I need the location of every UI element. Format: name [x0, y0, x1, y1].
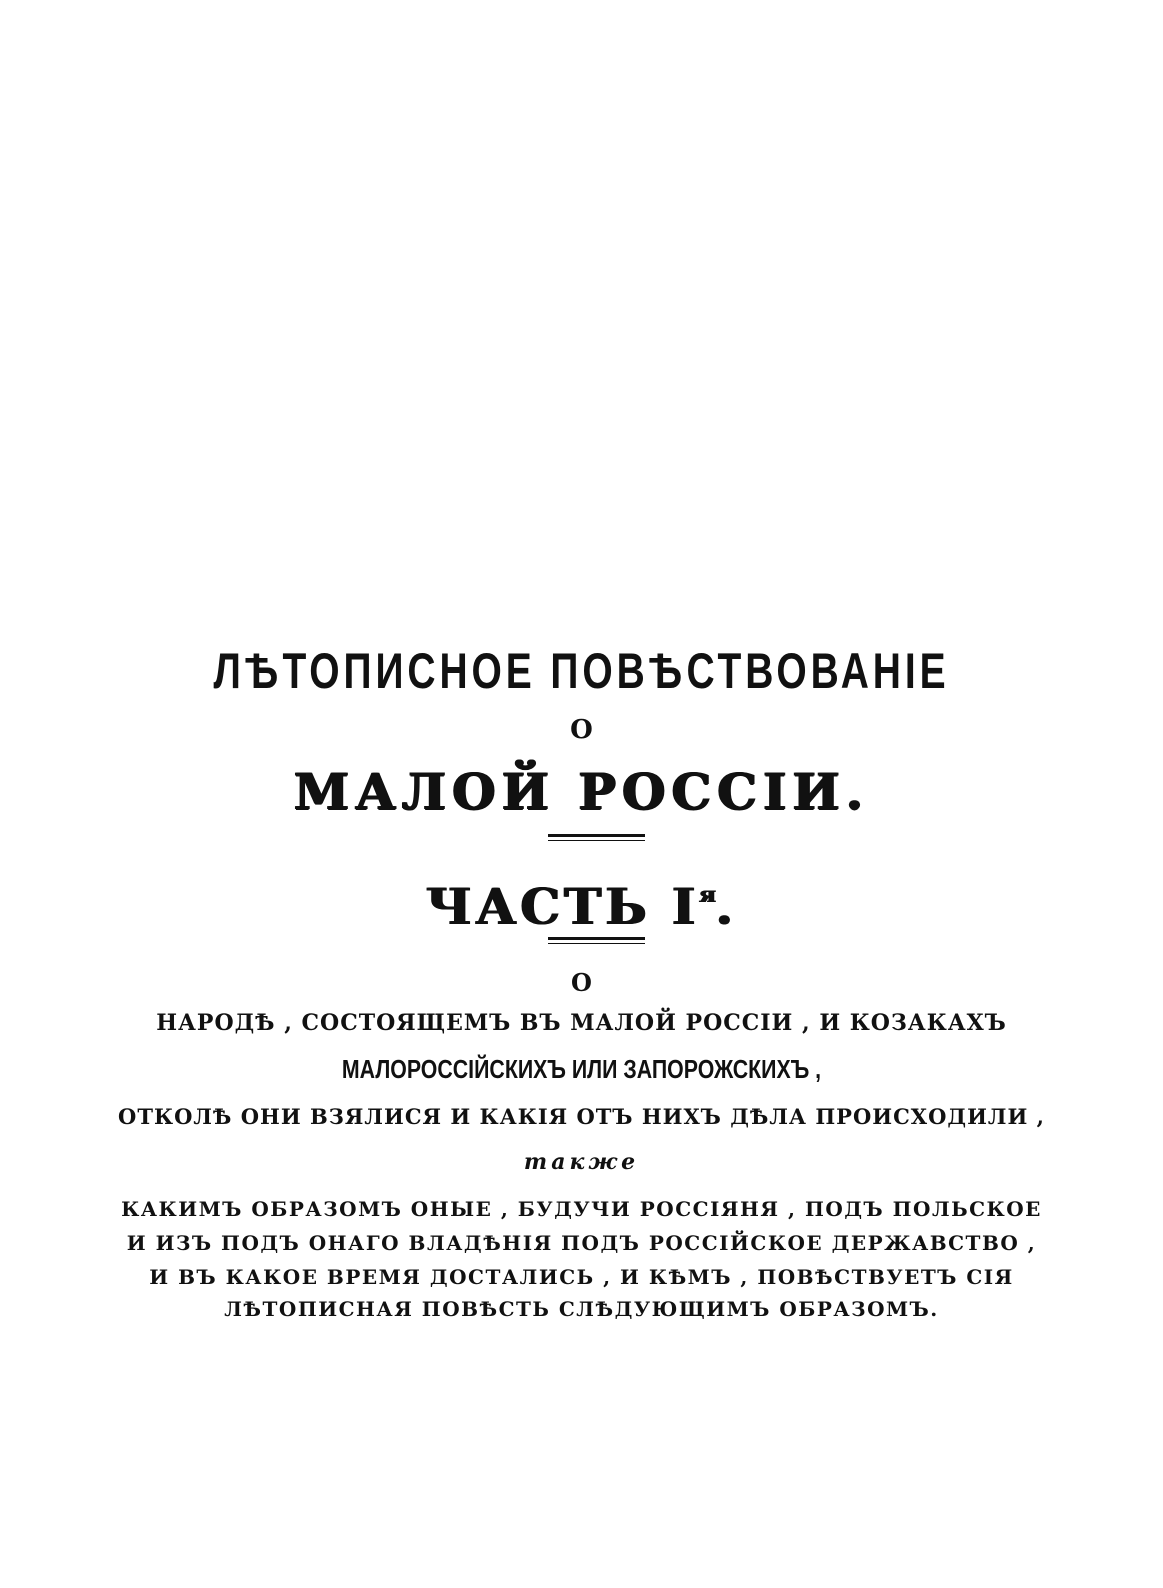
- part-heading: [0, 862, 1163, 940]
- part-ordinal-suffix: я: [699, 882, 716, 908]
- preposition-o: О: [570, 715, 593, 745]
- subtitle-line-3: ОТКОЛѢ ОНИ ВЗЯЛИСЯ И КАКІЯ ОТЪ НИХЪ ДѢЛА ПРОИСХОДИЛИ ,: [118, 1104, 1045, 1129]
- book-subject: МАЛОЙ РОССІИ.: [293, 762, 870, 821]
- part-label: ЧАСТЬ І: [425, 877, 700, 936]
- conjunction-also: также: [523, 1149, 640, 1175]
- subtitle-line-2: МАЛОРОССІЙСКИХЪ ИЛИ ЗАПОРОЖСКИХЪ ,: [341, 1054, 822, 1084]
- decorative-rule-bottom: [548, 937, 645, 944]
- paragraph-line-2: И ИЗЪ ПОДЪ ОНАГО ВЛАДѢНІЯ ПОДЪ РОССІЙСКОЕ ДЕРЖАВСТВО ,: [126, 1231, 1037, 1255]
- paragraph-line-3: И ВЪ КАКОЕ ВРЕМЯ ДОСТАЛИСЬ , И КѢМЪ , ПОВѢСТВУЕТЪ СІЯ: [149, 1265, 1014, 1289]
- subtitle-line-1: НАРОДѢ , СОСТОЯЩЕМЪ ВЪ МАЛОЙ РОССІИ , И КОЗАКАХЪ: [156, 1010, 1007, 1036]
- part-period: .: [715, 877, 738, 936]
- decorative-rule-top: [548, 834, 645, 841]
- paragraph-line-1: КАКИМЪ ОБРАЗОМЪ ОНЫЕ , БУДУЧИ РОССІЯНЯ , ПОДЪ ПОЛЬСКОЕ: [121, 1197, 1042, 1221]
- paragraph-line-4: ЛѢТОПИСНАЯ ПОВѢСТЬ СЛѢДУЮЩИМЪ ОБРАЗОМЪ.: [224, 1297, 939, 1321]
- preposition-o-second: О: [571, 968, 592, 997]
- book-title: ЛѢТОПИСНОЕ ПОВѢСТВОВАНІЕ: [213, 643, 950, 699]
